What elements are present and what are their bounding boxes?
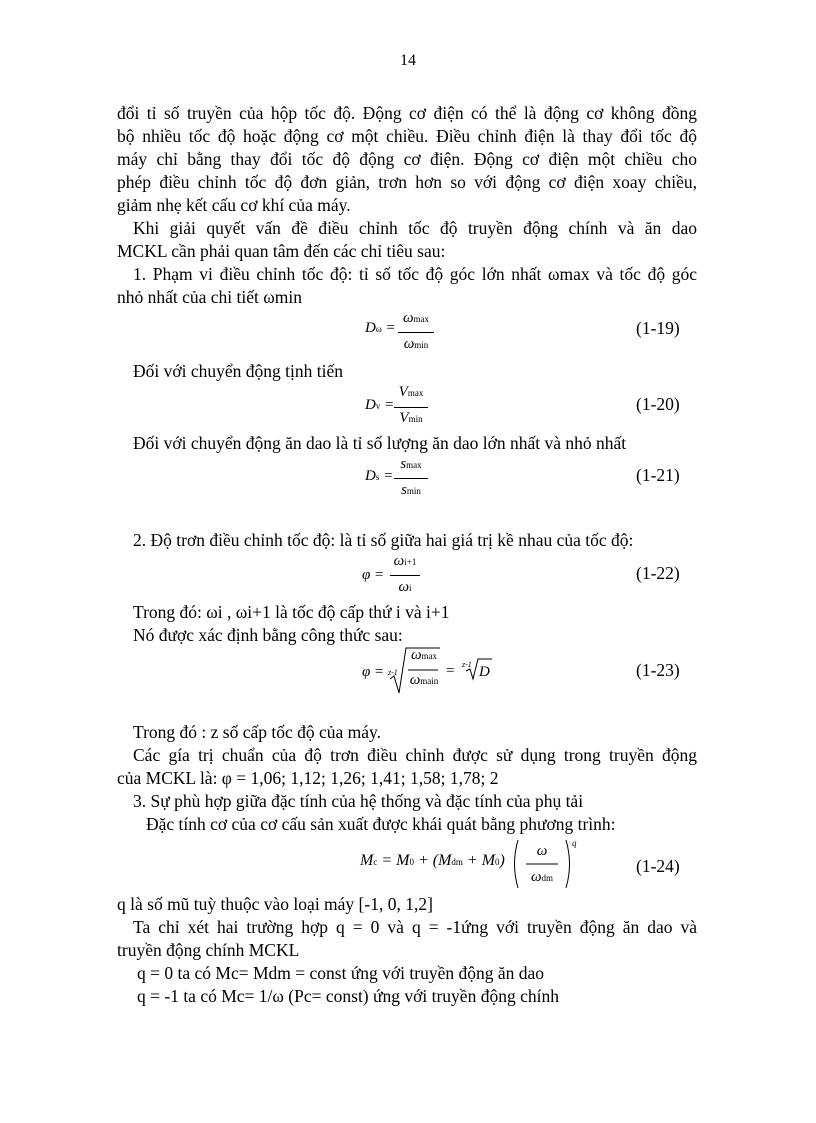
- svg-text:z-1: z-1: [388, 668, 398, 677]
- equation-number: (1-24): [636, 856, 680, 876]
- text-line: giảm nhẹ kết cấu cơ khí của máy.: [117, 195, 351, 215]
- text-line: Đặc tính cơ của cơ cấu sản xuất được khái quát bằng phương trình:: [146, 814, 616, 834]
- text-line: Khi giải quyết vấn đề điều chỉnh tốc độ truyền động chính và ăn dao: [133, 218, 697, 238]
- text-line: phép điều chỉnh tốc độ đơn giản, trơn hơn so với động cơ điện xoay chiều,: [117, 172, 697, 192]
- text-line: MCKL cần phải quan tâm đến các chỉ tiêu sau:: [117, 241, 446, 261]
- text-line: đổi tỉ số truyền của hộp tốc độ. Động cơ điện có thể là động cơ không đồng: [117, 103, 697, 123]
- equation-number: (1-22): [636, 563, 680, 583]
- text-line: Đối với chuyển động ăn dao là tỉ số lượng ăn dao lớn nhất và nhỏ nhất: [133, 433, 627, 453]
- text-line: Các gía trị chuẩn của độ trơn điều chỉnh được sử dụng trong truyền động: [133, 745, 697, 765]
- text-line: Trong đó : z số cấp tốc độ của máy.: [133, 722, 382, 742]
- svg-text:z-1: z-1: [462, 660, 472, 669]
- equation-number: (1-21): [636, 465, 680, 485]
- svg-text:q: q: [572, 838, 577, 848]
- text-line: q là số mũ tuỳ thuộc vào loại máy [-1, 0, 1,2]: [117, 894, 433, 914]
- equation-number: (1-19): [636, 318, 680, 338]
- equation-number: (1-23): [636, 660, 680, 680]
- text-line: máy chỉ bằng thay đổi tốc độ động cơ điện. Động cơ điện một chiều cho: [117, 149, 697, 169]
- text-line: Trong đó: ωi , ωi+1 là tốc độ cấp thứ i và i+1: [133, 602, 450, 622]
- text-line: truyền động chính MCKL: [117, 940, 300, 960]
- text-line: Ta chỉ xét hai trường hợp q = 0 và q = -1ứng với truyền động ăn dao và: [133, 917, 697, 937]
- page-number: 14: [400, 52, 416, 69]
- text-line: q = -1 ta có Mc= 1/ω (Pc= const) ứng với truyền động chính: [137, 986, 559, 1006]
- text-line: 3. Sự phù hợp giữa đặc tính của hệ thống và đặc tính của phụ tải: [133, 791, 584, 811]
- text-line: q = 0 ta có Mc= Mdm = const ứng với truyền động ăn dao: [137, 963, 545, 983]
- svg-text:D: D: [479, 664, 490, 680]
- text-line: bộ nhiều tốc độ hoặc động cơ một chiều. Điều chỉnh điện là thay đổi tốc độ: [117, 126, 697, 146]
- text-line: Đối với chuyển động tịnh tiến: [133, 361, 343, 381]
- text-line: 1. Phạm vi điều chỉnh tốc độ: tỉ số tốc độ góc lớn nhất ωmax và tốc độ góc: [133, 264, 697, 284]
- text-line: 2. Độ trơn điều chỉnh tốc độ: là tỉ số giữa hai giá trị kề nhau của tốc độ:: [133, 530, 634, 550]
- text-line: Nó được xác định bằng công thức sau:: [133, 625, 403, 645]
- text-line: của MCKL là: φ = 1,06; 1,12; 1,26; 1,41; 1,58; 1,78; 2: [117, 768, 499, 788]
- svg-text:=: =: [446, 663, 455, 679]
- equation-number: (1-20): [636, 394, 680, 414]
- text-line: nhỏ nhất của chi tiết ωmin: [117, 287, 303, 307]
